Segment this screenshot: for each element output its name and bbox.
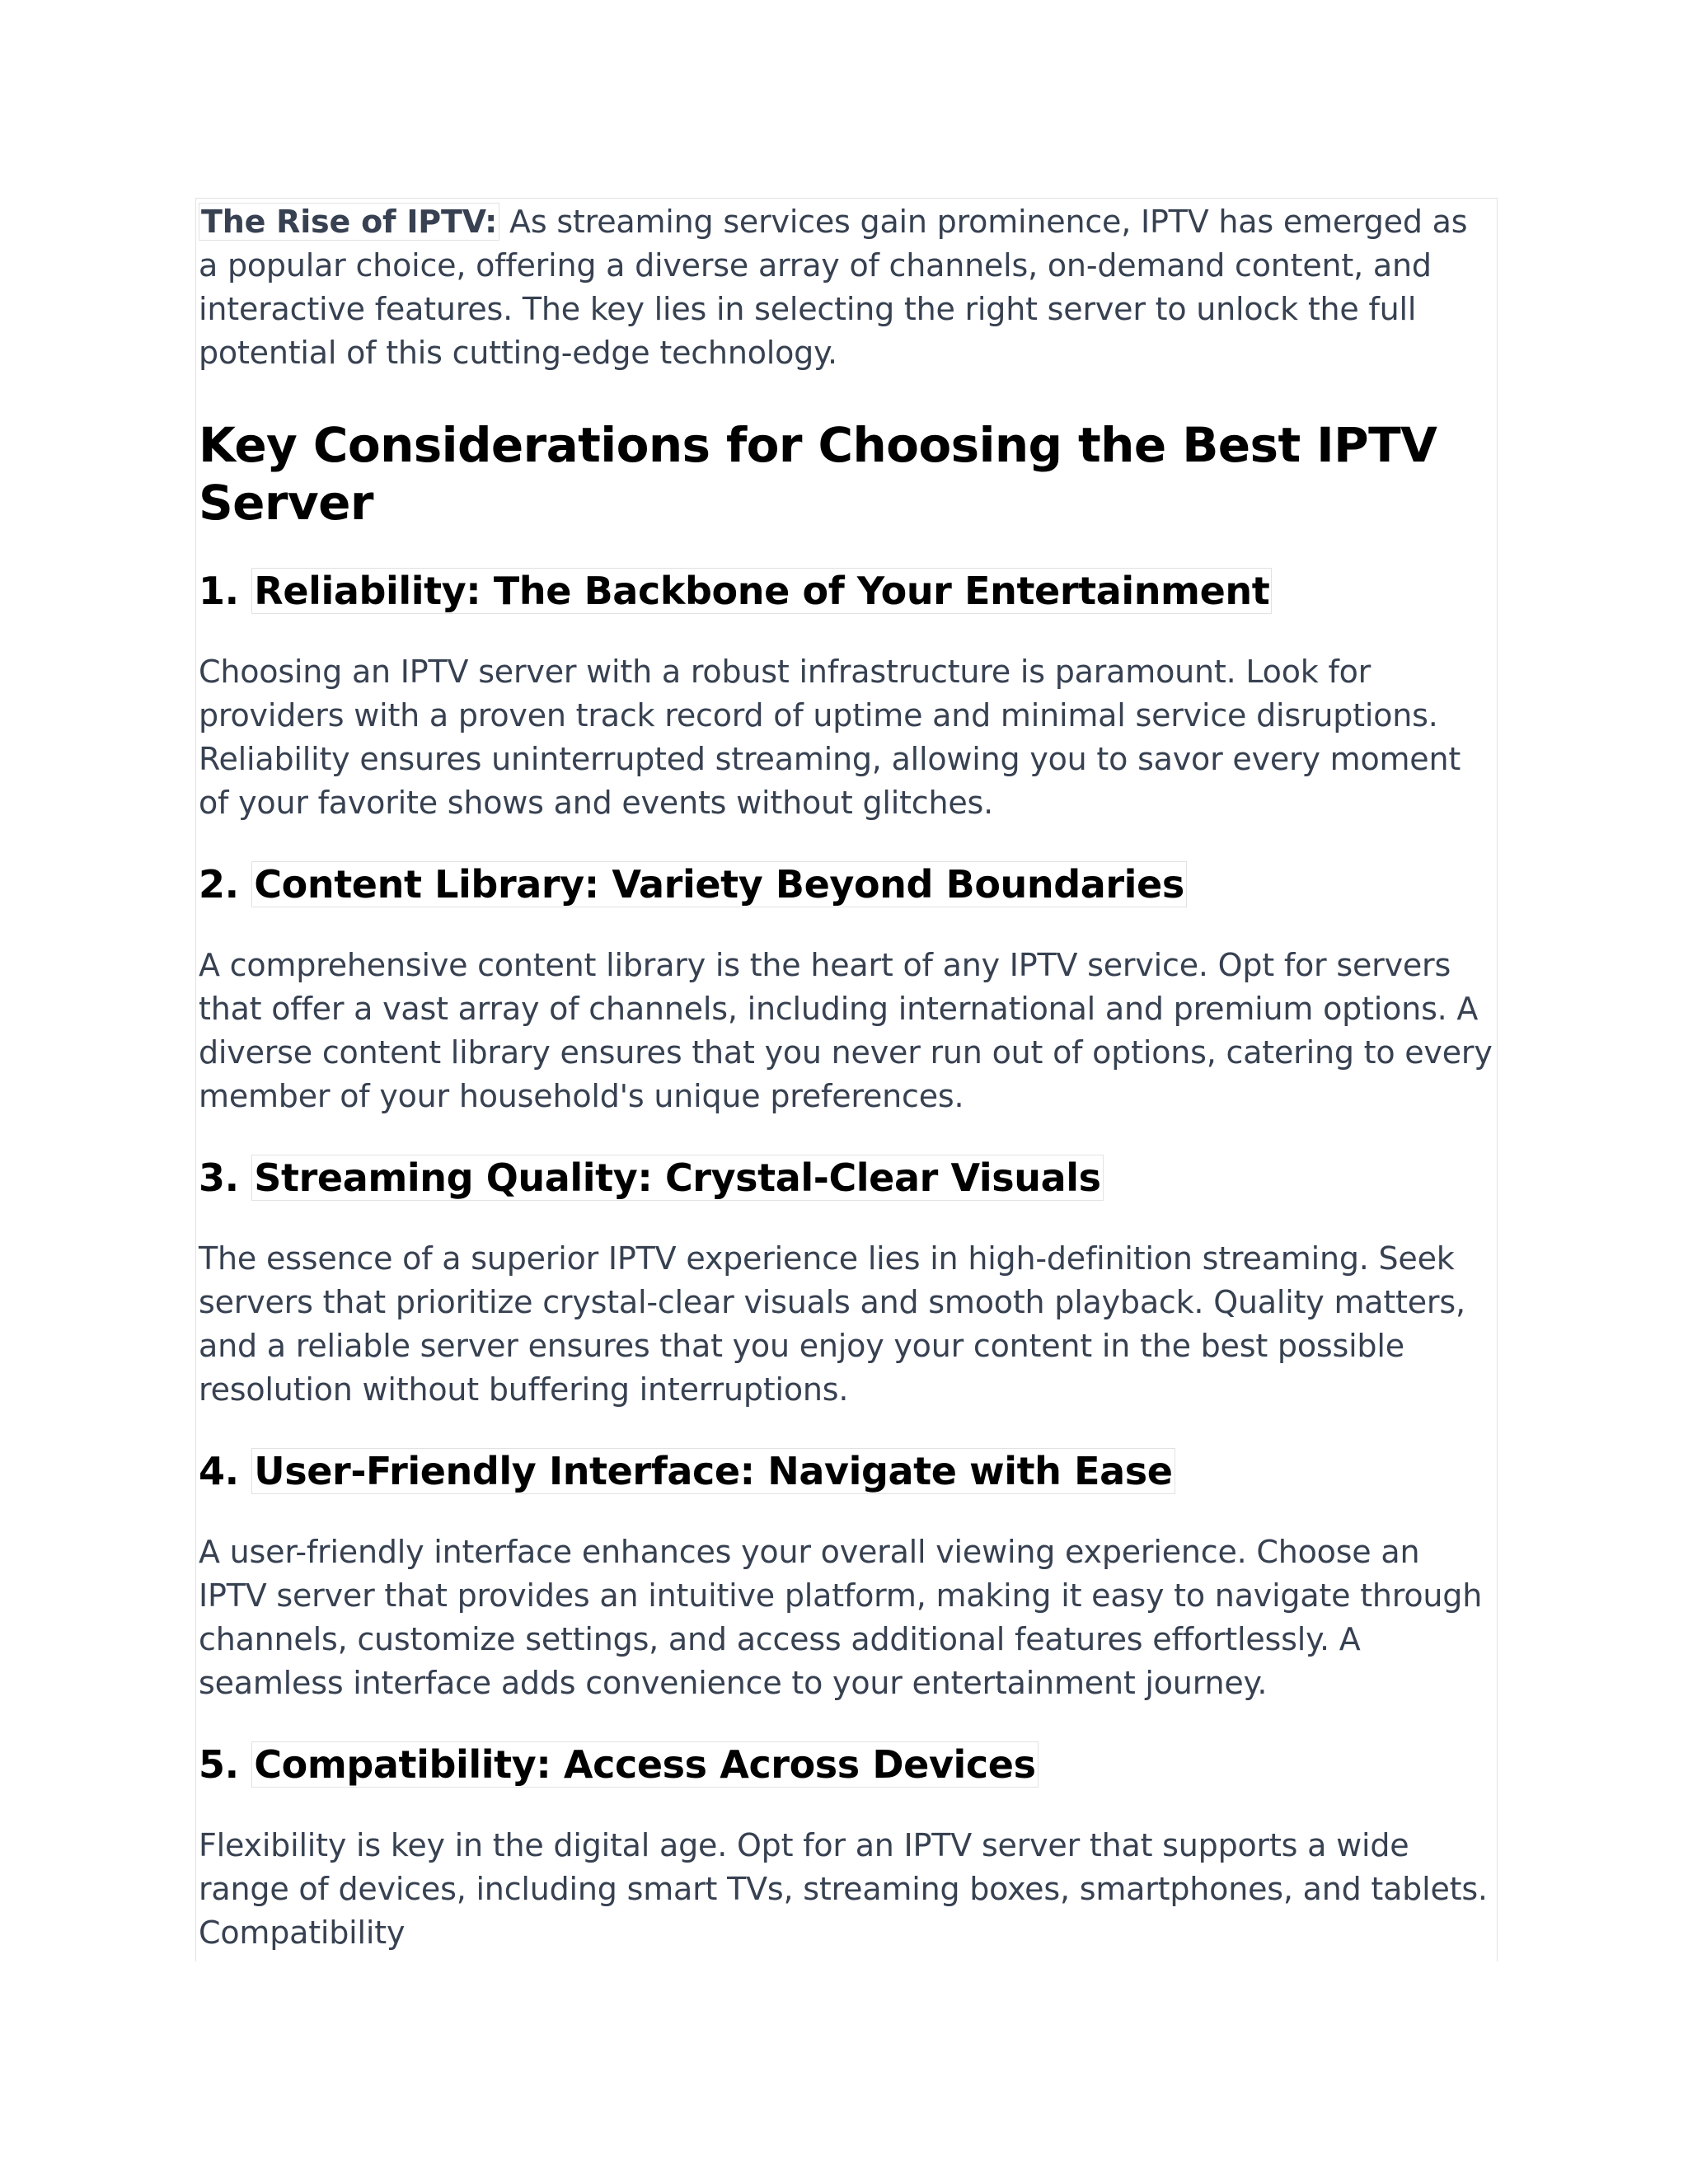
section-reliability	[199, 565, 1494, 825]
intro-text: As streaming services gain prominence, IPTV has emerged as a popular choice, offering a diverse array of channels, on-demand content, and interactive features. The key lies in selecting the right server to unlock the full potential of this cutting-edge technology.	[199, 204, 1468, 371]
section-heading	[199, 858, 1494, 911]
section-body: Flexibility is key in the digital age. Opt for an IPTV server that supports a wide range of devices, including smart TVs, streaming boxes, smartphones, and tablets. Compatibility	[199, 1827, 1488, 1951]
section-title: Content Library: Variety Beyond Boundaries	[251, 861, 1187, 907]
section-heading	[199, 1445, 1494, 1497]
section-heading	[199, 1151, 1494, 1204]
section-streaming-quality	[199, 1151, 1494, 1412]
section-body: Choosing an IPTV server with a robust infrastructure is paramount. Look for providers with a proven track record of uptime and minimal service disruptions. Reliability ensures uninterrupted streaming, allowing you to savor every moment of your favorite shows and events without glitches.	[199, 654, 1461, 821]
section-user-interface	[199, 1445, 1494, 1705]
section-number: 1.	[199, 569, 252, 613]
section-heading	[199, 1738, 1494, 1791]
section-body: A user-friendly interface enhances your overall viewing experience. Choose an IPTV server that provides an intuitive platform, making it easy to navigate through channels, customize settings, and access additional features effortlessly. A seamless interface adds convenience to your entertainment journey.	[199, 1534, 1483, 1701]
section-number: 3.	[199, 1155, 252, 1200]
section-heading	[199, 565, 1494, 617]
section-body: The essence of a superior IPTV experience lies in high-definition streaming. Seek servers that prioritize crystal-clear visuals and smooth playback. Quality matters, and a reliable server ensures that you enjoy your content in the best possible resolution without buffering interruptions.	[199, 1240, 1465, 1408]
section-title: Compatibility: Access Across Devices	[251, 1741, 1038, 1788]
main-heading: Key Considerations for Choosing the Best IPTV Server	[199, 417, 1437, 531]
section-title: User-Friendly Interface: Navigate with Ease	[251, 1448, 1175, 1494]
section-body: A comprehensive content library is the heart of any IPTV service. Opt for servers that offer a vast array of channels, including international and premium options. A diverse content library ensures that you never run out of options, catering to every member of your household's unique preferences.	[199, 947, 1493, 1114]
section-title: Streaming Quality: Crystal-Clear Visuals	[251, 1155, 1103, 1201]
section-number: 2.	[199, 862, 252, 907]
section-content-library	[199, 858, 1494, 1118]
section-compatibility	[199, 1738, 1494, 1955]
section-number: 5.	[199, 1742, 252, 1787]
document-content-frame	[195, 198, 1498, 1961]
document-body	[199, 200, 1494, 1955]
section-number: 4.	[199, 1449, 252, 1493]
intro-paragraph	[199, 200, 1494, 375]
section-title: Reliability: The Backbone of Your Entertainment	[251, 568, 1272, 614]
intro-label: The Rise of IPTV:	[199, 203, 499, 241]
